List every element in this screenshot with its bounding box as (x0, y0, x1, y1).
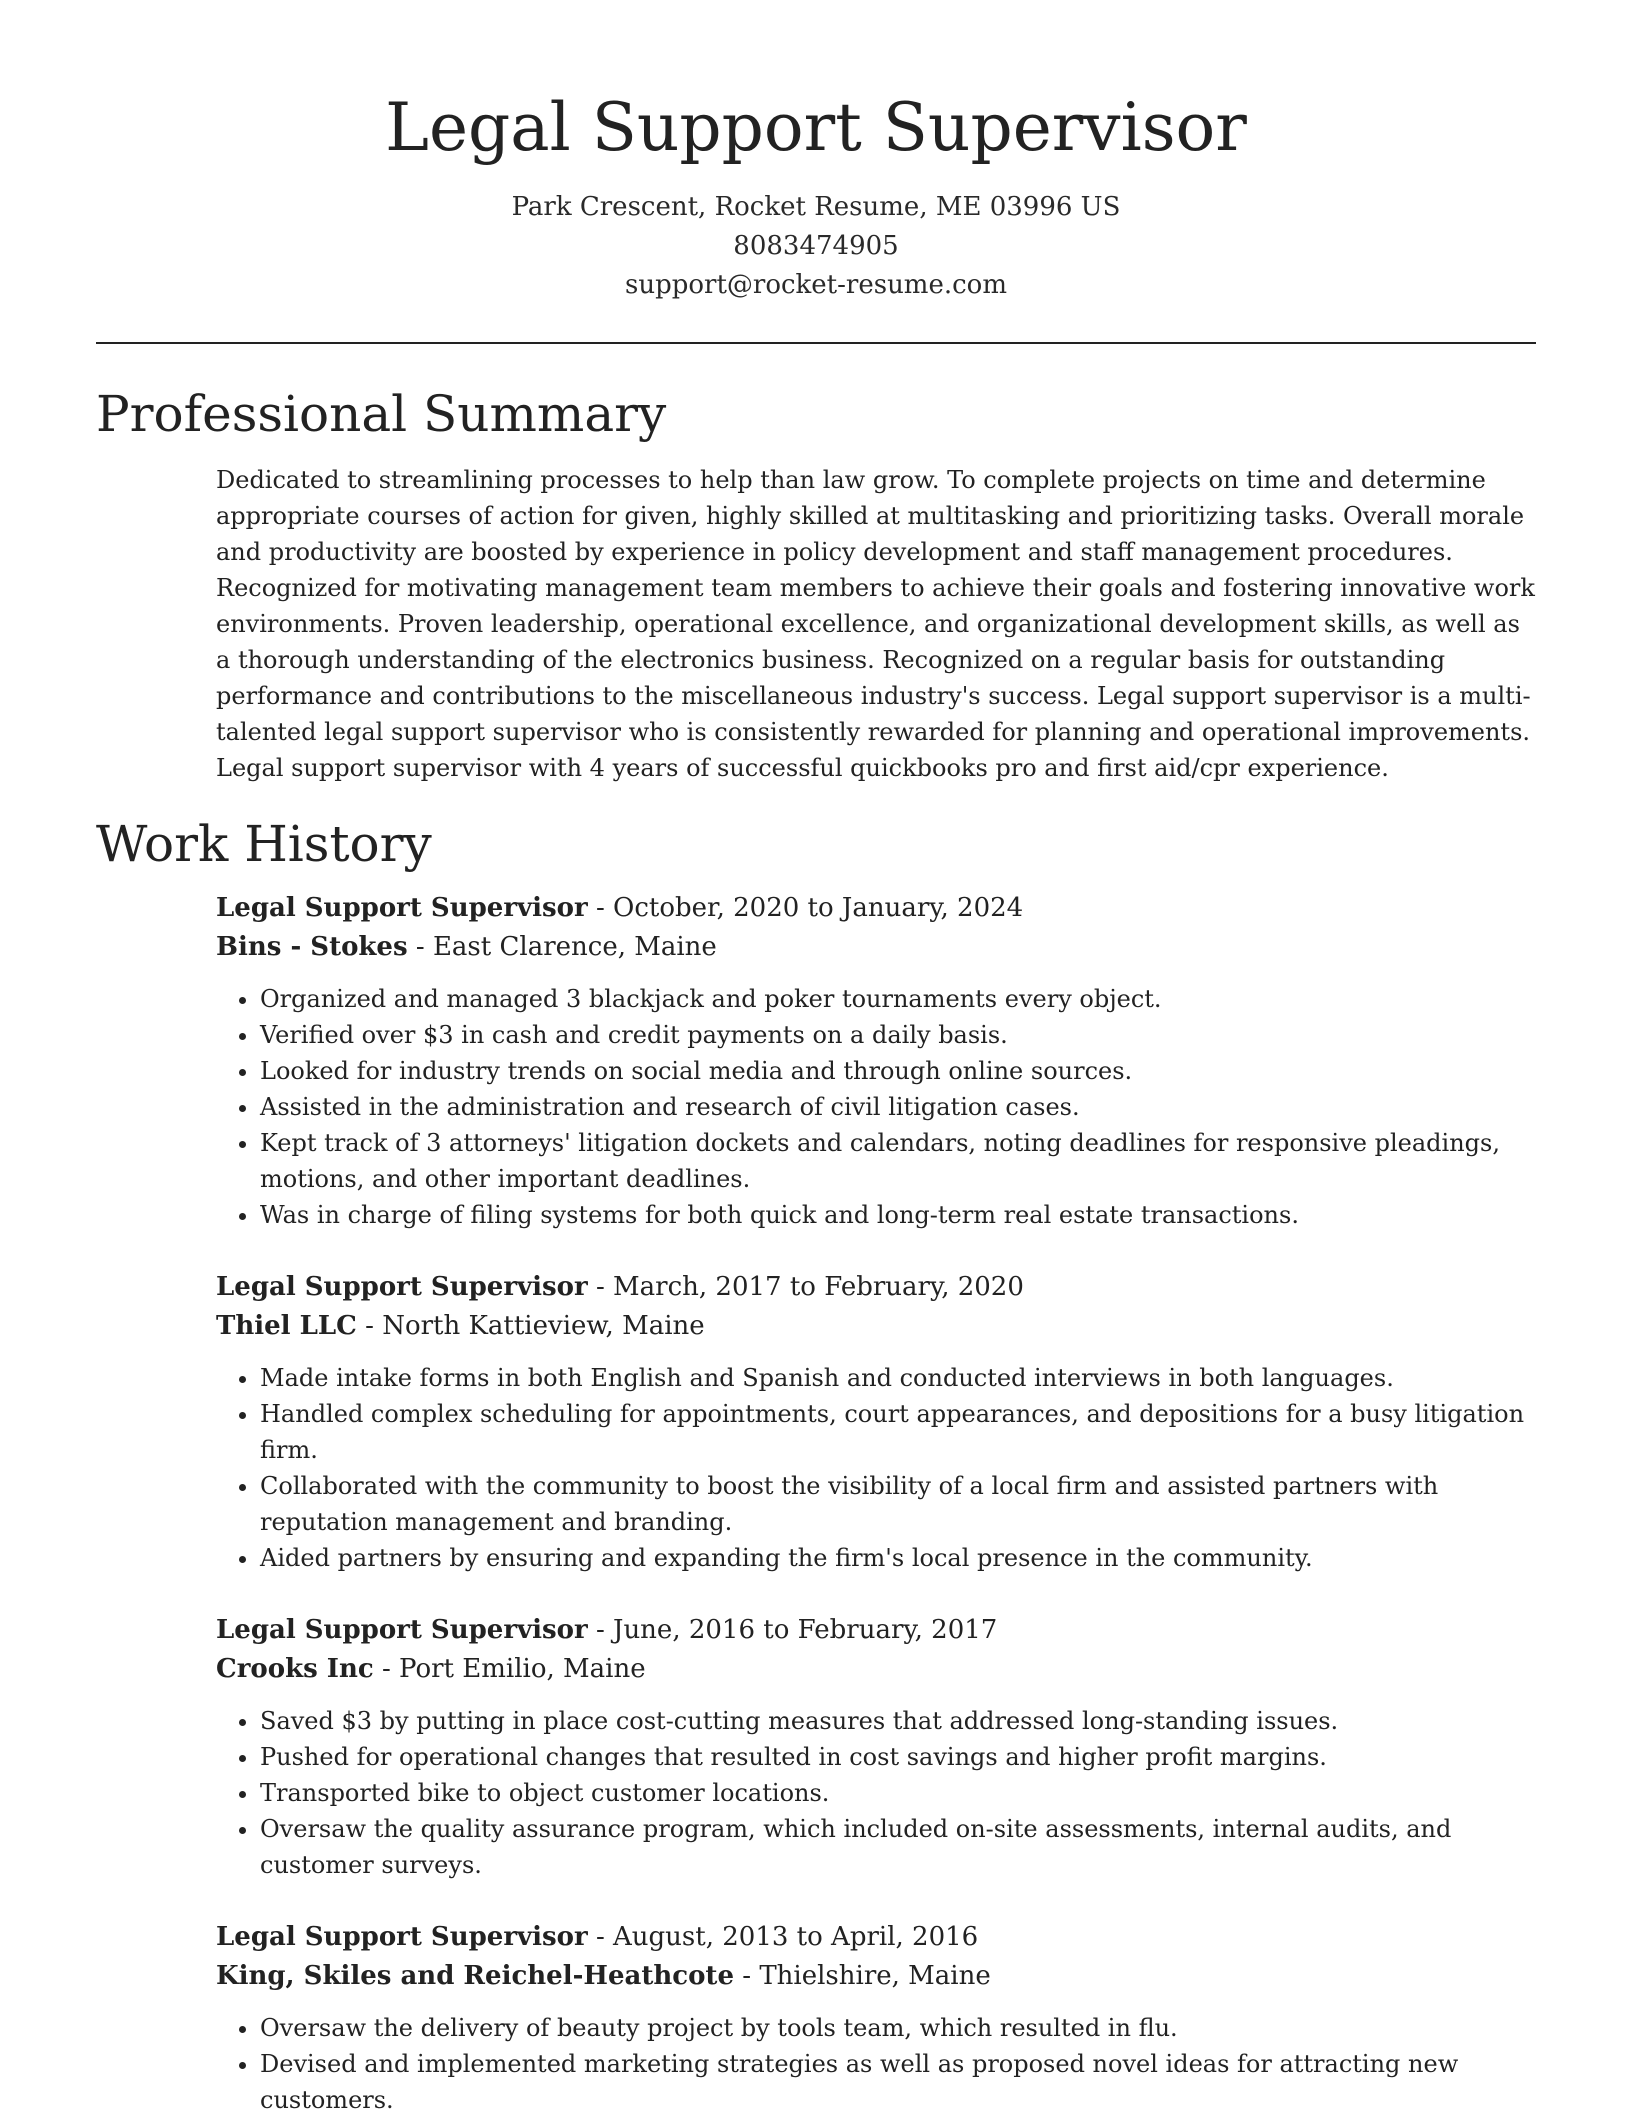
job-entry (216, 1610, 1536, 1883)
duty-item: • Handled complex scheduling for appointments, court appearances, and depositions for a busy litigation firm. (260, 1396, 1536, 1468)
duty-item: • Was in charge of filing systems for both quick and long-term real estate transactions. (260, 1197, 1536, 1233)
job-title: Legal Support Supervisor (216, 1615, 588, 1645)
job-title: Legal Support Supervisor (216, 1922, 588, 1952)
duty-item: • Pushed for operational changes that resulted in cost savings and higher profit margins. (260, 1739, 1536, 1775)
contact-email: support@rocket-resume.com (624, 270, 1007, 300)
job-company: Thiel LLC (216, 1311, 357, 1341)
contact-address: Park Crescent, Rocket Resume, ME 03996 US (511, 192, 1121, 222)
job-title: Legal Support Supervisor (216, 893, 588, 923)
job-entry (216, 1917, 1536, 2112)
job-company-line: Crooks Inc - Port Emilio, Maine (216, 1654, 646, 1684)
duty-item: • Verified over $3 in cash and credit payments on a daily basis. (260, 1017, 1536, 1053)
duty-item: • Collaborated with the community to boost the visibility of a local firm and assisted partners with reputation management and branding. (260, 1468, 1536, 1540)
summary-heading: Professional Summary (96, 385, 667, 443)
job-company: King, Skiles and Reichel-Heathcote (216, 1961, 734, 1991)
job-entry (216, 888, 1536, 1233)
duty-item: • Kept track of 3 attorneys' litigation dockets and calendars, noting deadlines for responsive pleadings, motions, and other important deadlines. (260, 1125, 1536, 1197)
job-duties (216, 1360, 1536, 1576)
job-title-line: Legal Support Supervisor - March, 2017 to February, 2020 (216, 1272, 1024, 1302)
job-company-line: Thiel LLC - North Kattieview, Maine (216, 1311, 705, 1341)
duty-item: • Devised and implemented marketing strategies as well as proposed novel ideas for attracting new customers. (260, 2046, 1536, 2112)
job-title-line: Legal Support Supervisor - August, 2013 to April, 2016 (216, 1922, 979, 1952)
job-dates: August, 2013 to April, 2016 (613, 1922, 979, 1952)
job-location: East Clarence, Maine (432, 932, 717, 962)
duty-item: • Assisted in the administration and research of civil litigation cases. (260, 1089, 1536, 1125)
job-company: Bins - Stokes (216, 932, 408, 962)
job-location: Thielshire, Maine (759, 1961, 991, 1991)
job-dates: March, 2017 to February, 2020 (613, 1272, 1024, 1302)
job-location: Port Emilio, Maine (399, 1654, 646, 1684)
contact-phone: 8083474905 (733, 231, 899, 261)
job-duties (216, 2010, 1536, 2112)
candidate-name: Legal Support Supervisor (385, 89, 1247, 166)
job-title: Legal Support Supervisor (216, 1272, 588, 1302)
resume-header (0, 82, 1632, 305)
job-company-line: King, Skiles and Reichel-Heathcote - Thielshire, Maine (216, 1961, 991, 1991)
duty-item: • Oversaw the quality assurance program, which included on-site assessments, internal audits, and customer surveys. (260, 1811, 1536, 1883)
job-company: Crooks Inc (216, 1654, 374, 1684)
job-title-line: Legal Support Supervisor - October, 2020 to January, 2024 (216, 893, 1024, 923)
duty-item: • Aided partners by ensuring and expanding the firm's local presence in the community. (260, 1540, 1536, 1576)
job-dates: October, 2020 to January, 2024 (613, 893, 1024, 923)
duty-item: • Transported bike to object customer locations. (260, 1775, 1536, 1811)
job-title-line: Legal Support Supervisor - June, 2016 to February, 2017 (216, 1615, 998, 1645)
work-history-list (216, 888, 1536, 2112)
summary-paragraph: Dedicated to streamlining processes to help than law grow. To complete projects on time and determine appropriate courses of action for given, highly skilled at multitasking and prioritizing tasks. Overall morale and productivity are boosted by experience in policy development and staff management procedures. Recognized for motivating management team members to achieve their goals and fostering innovative work environments. Proven leadership, operational excellence, and organizational development skills, as well as a thorough understanding of the electronics business. Recognized on a regular basis for outstanding performance and contributions to the miscellaneous industry's success. Legal support supervisor is a multi-talented legal support supervisor who is consistently rewarded for planning and operational improvements. Legal support supervisor with 4 years of successful quickbooks pro and first aid/cpr experience. (216, 466, 1535, 782)
job-duties (216, 1703, 1536, 1883)
job-entry (216, 1267, 1536, 1576)
duty-item: • Made intake forms in both English and Spanish and conducted interviews in both languages. (260, 1360, 1536, 1396)
work-history-heading: Work History (96, 815, 432, 873)
duty-item: • Organized and managed 3 blackjack and poker tournaments every object. (260, 981, 1536, 1017)
header-divider (96, 342, 1536, 344)
job-duties (216, 981, 1536, 1233)
duty-item: • Saved $3 by putting in place cost-cutting measures that addressed long-standing issues. (260, 1703, 1536, 1739)
job-company-line: Bins - Stokes - East Clarence, Maine (216, 932, 717, 962)
job-dates: June, 2016 to February, 2017 (613, 1615, 998, 1645)
duty-item: • Looked for industry trends on social media and through online sources. (260, 1053, 1536, 1089)
duty-item: • Oversaw the delivery of beauty project by tools team, which resulted in flu. (260, 2010, 1536, 2046)
job-location: North Kattieview, Maine (382, 1311, 705, 1341)
